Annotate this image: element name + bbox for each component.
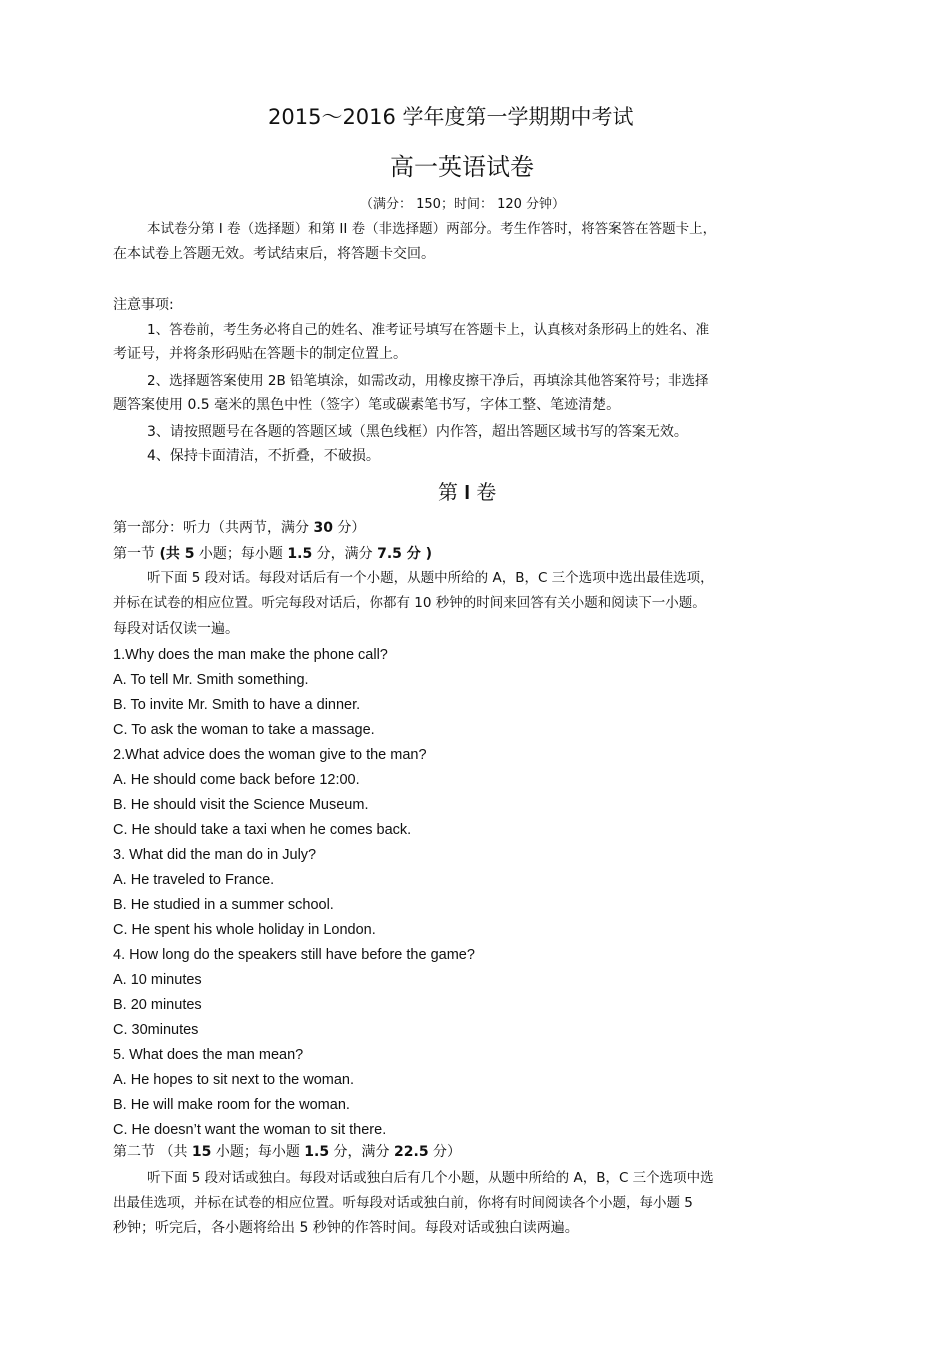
section-1-open: (共 — [159, 546, 185, 562]
section-2-total-label: 分，满分 — [329, 1144, 395, 1160]
section-1-close: 分 ) — [401, 546, 433, 562]
note-1-a: 1、答卷前，考生务必将自己的姓名、准考证号填写在答题卡上，认真核对条形码上的姓名、准 — [147, 322, 710, 338]
section-1-per-label: 小题；每小题 — [194, 546, 288, 562]
section-1-total: 7.5 — [377, 546, 402, 562]
intro-line-1: 本试卷分第 I 卷（选择题）和第 II 卷（非选择题）两部分。考生作答时，将答案答在答题卡上， — [147, 221, 717, 237]
question-line: 2.What advice does the woman give to the man? — [113, 747, 427, 763]
note-4: 4、保持卡面清洁，不折叠，不破损。 — [147, 448, 380, 464]
section-1-label: 第一节 — [113, 546, 160, 562]
note-2-a: 2、选择题答案使用 2B 铅笔填涂，如需改动，用橡皮擦干净后，再填涂其他答案符号；非选择 — [147, 373, 709, 389]
section-2-desc-1: 听下面 5 段对话或独白。每段对话或独白后有几个小题，从题中所给的 A，B，C 三个选项中选 — [147, 1170, 714, 1186]
section-2-heading — [113, 1143, 461, 1161]
note-3: 3、请按照题号在各题的答题区域（黑色线框）内作答，超出答题区域书写的答案无效。 — [147, 424, 688, 440]
volume-heading-suffix: 卷 — [476, 480, 497, 504]
question-line: 3. What did the man do in July? — [113, 847, 317, 863]
question-line: A. To tell Mr. Smith something. — [113, 672, 309, 688]
section-2-per-label: 小题；每小题 — [211, 1144, 305, 1160]
question-line: C. He spent his whole holiday in London. — [113, 922, 376, 938]
section-2-desc-2: 出最佳选项，并标在试卷的相应位置。听每段对话或独白前，你将有时间阅读各个小题，每小题 5 — [113, 1195, 693, 1211]
section-1-total-label: 分，满分 — [312, 546, 378, 562]
question-line: 1.Why does the man make the phone call? — [113, 647, 388, 663]
question-line: A. He should come back before 12:00. — [113, 772, 360, 788]
question-line: A. 10 minutes — [113, 972, 202, 988]
question-line: B. He should visit the Science Museum. — [113, 797, 369, 813]
score-time: （满分： 150；时间： 120 分钟） — [360, 197, 566, 212]
question-line: C. 30minutes — [113, 1022, 199, 1038]
question-line: A. He hopes to sit next to the woman. — [113, 1072, 354, 1088]
section-1-per-score: 1.5 — [287, 546, 313, 562]
section-2-close: 分） — [428, 1144, 462, 1160]
section-1-desc-2: 并标在试卷的相应位置。听完每段对话后，你都有 10 秒钟的时间来回答有关小题和阅读下一小题。 — [113, 595, 706, 611]
part-1-score: 30 — [313, 520, 333, 536]
question-line: C. He should take a taxi when he comes back. — [113, 822, 412, 838]
question-line: B. To invite Mr. Smith to have a dinner. — [113, 697, 361, 713]
note-1-b: 考证号，并将条形码贴在答题卡的制定位置上。 — [113, 346, 407, 362]
part-1-heading-end: 分） — [332, 520, 366, 536]
question-line: C. He doesn’t want the woman to sit there. — [113, 1122, 387, 1138]
section-2-total: 22.5 — [394, 1144, 429, 1160]
section-2-per-score: 1.5 — [304, 1144, 330, 1160]
part-1-heading — [113, 519, 365, 537]
section-1-heading — [113, 545, 432, 563]
question-line: C. To ask the woman to take a massage. — [113, 722, 375, 738]
section-2-desc-3: 秒钟；听完后，各小题将给出 5 秒钟的作答时间。每段对话或独白读两遍。 — [113, 1220, 579, 1236]
question-line: A. He traveled to France. — [113, 872, 275, 888]
exam-title: 2015～2016 学年度第一学期期中考试 — [268, 105, 634, 129]
volume-heading-prefix: 第 — [438, 480, 458, 504]
section-1-count: 5 — [184, 546, 195, 562]
section-1-desc-1: 听下面 5 段对话。每段对话后有一个小题，从题中所给的 A，B，C 三个选项中选出最佳选项， — [147, 570, 714, 586]
question-line: 5. What does the man mean? — [113, 1047, 304, 1063]
intro-line-2: 在本试卷上答题无效。考试结束后，将答题卡交回。 — [113, 246, 435, 262]
question-line: B. He will make room for the woman. — [113, 1097, 350, 1113]
note-2-b: 题答案使用 0.5 毫米的黑色中性（签字）笔或碳素笔书写，字体工整、笔迹清楚。 — [113, 397, 621, 413]
section-1-desc-3: 每段对话仅读一遍。 — [113, 621, 239, 637]
part-1-heading-text: 第一部分：听力（共两节，满分 — [113, 520, 314, 536]
section-2-label: 第二节 （共 — [113, 1144, 192, 1160]
question-line: B. 20 minutes — [113, 997, 202, 1013]
exam-subtitle: 高一英语试卷 — [390, 153, 534, 181]
question-line: 4. How long do the speakers still have before the game? — [113, 947, 475, 963]
section-2-count: 15 — [191, 1144, 212, 1160]
volume-heading-number: I — [464, 482, 470, 504]
volume-heading — [438, 479, 496, 506]
question-line: B. He studied in a summer school. — [113, 897, 334, 913]
notes-heading: 注意事项: — [113, 297, 174, 313]
